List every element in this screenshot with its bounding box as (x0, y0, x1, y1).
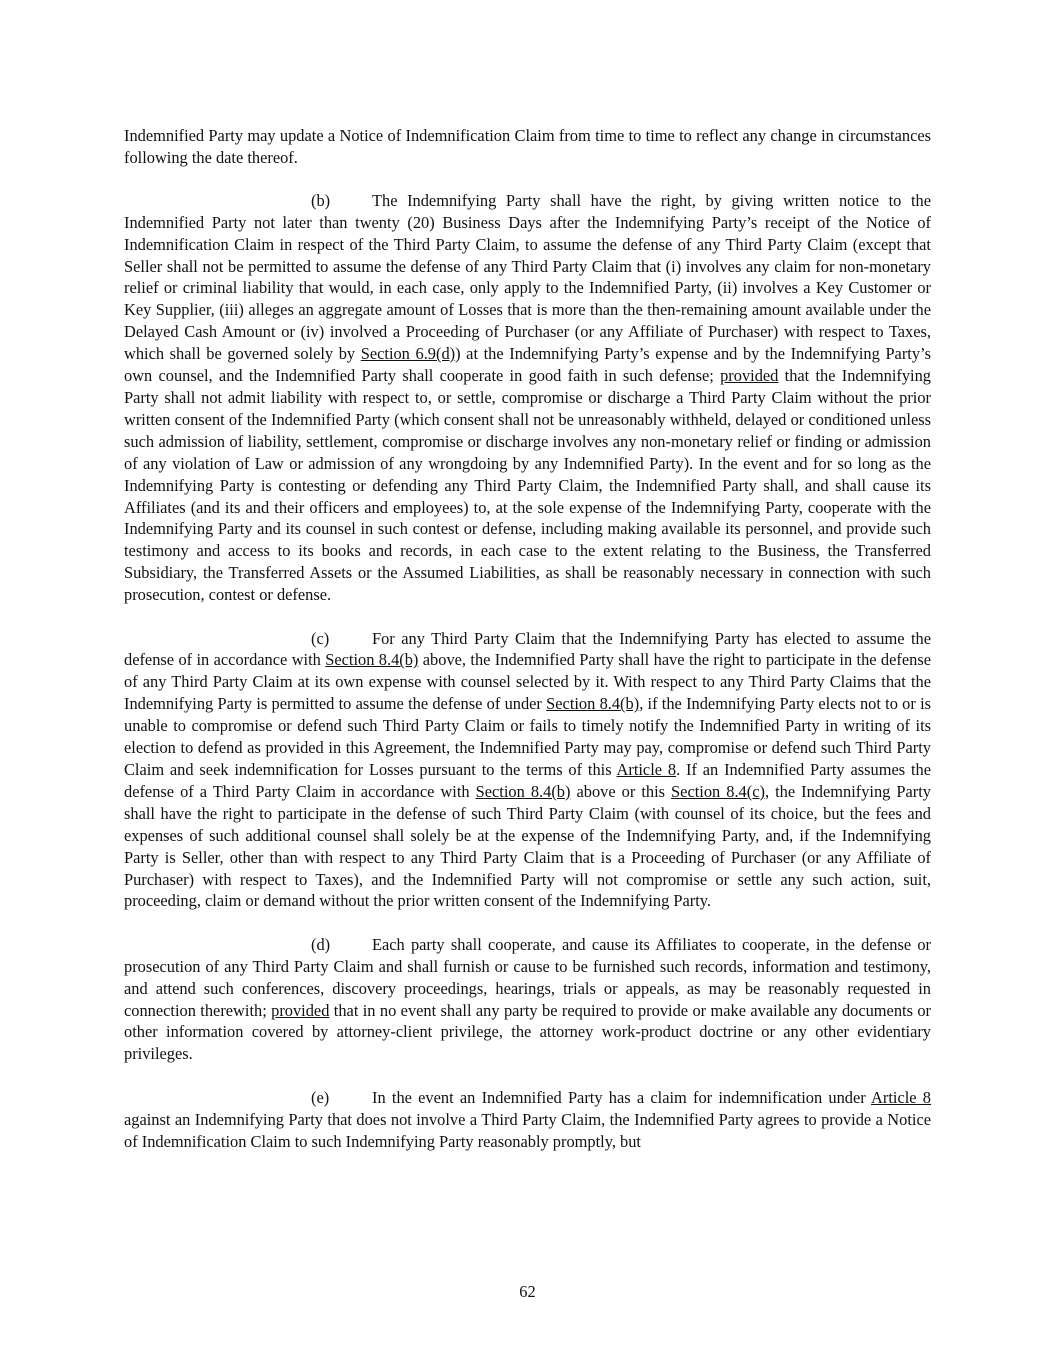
paragraph-text: against an Indemnifying Party that does not involve a Third Party Claim, the Indemnified Party agrees to provide a Notice of Indemnification Claim to such Indemnifying Party reasonably promptly, but (124, 1109, 931, 1151)
paragraph-label: (c) (311, 628, 330, 648)
paragraph-label: (b) (311, 190, 331, 210)
paragraph-text: The Indemnifying Party shall have the right, by giving written notice to the Indemnified Party not later than twenty (20) Business Days after the Indemnifying Party’s receipt of the Notice of Indemnification Claim in respect of the Third Party Claim, to assume the defense of any Third Party Claim (except that Seller shall not be permitted to assume the defense of any Third Party Claim that (i) involves any claim for non-monetary relief or criminal liability that would, in each case, only apply to the Indemnified Party, (ii) involves a Key Customer or Key Supplier, (iii) alleges an aggregate amount of Losses that is more than the then-remaining amount available under the Delayed Cash Amount or (iv) involved a Proceeding of Purchaser (or any Affiliate of Purchaser) with respect to Taxes, which shall be governed solely by (124, 190, 931, 364)
paragraph-text: Indemnified Party may update a Notice of Indemnification Claim from time to time to reflect any change in circumstances following the date thereof. (124, 126, 931, 167)
document-page (124, 125, 931, 1174)
page-number: 62 (519, 1282, 536, 1301)
paragraph-text: , if the Indemnifying Party elects not to or is unable to compromise or defend such Third Party Claim or fails to timely notify the Indemnified Party in writing of its election to defend as provided in this Agreement, the Indemnified Party may pay, compromise or defend such Third Party Claim and seek indemnification for Losses pursuant to the terms of this (124, 694, 932, 779)
article-reference: Article 8 (616, 759, 677, 779)
paragraph-text: above or this (570, 781, 672, 801)
proviso-term: provided (271, 1000, 330, 1020)
paragraph-b (124, 190, 931, 606)
paragraph-label: (d) (311, 934, 331, 954)
paragraph-d (124, 934, 931, 1065)
paragraph-text: that in no event shall any party be required to provide or make available any documents or other information covered by attorney-client privilege, the attorney work-product doctrine or any other evidentiary privileges. (124, 1000, 931, 1064)
paragraph-e (124, 1087, 931, 1153)
section-reference: Section 8.4(b) (475, 781, 571, 801)
section-reference: Section 8.4(c) (671, 781, 765, 801)
paragraph-text: For any Third Party Claim that the Indemnifying Party has elected to assume the defense of in accordance with (124, 628, 931, 670)
proviso-term: provided (720, 366, 779, 386)
paragraph-label: (e) (311, 1087, 330, 1107)
paragraph-c (124, 628, 931, 913)
paragraph-text: , the Indemnifying Party shall have the right to participate in the defense of such Third Party Claim (with counsel of its choice, but the fees and expenses of such additional counsel shall solely be at the expense of the Indemnifying Party, and, if the Indemnifying Party is Seller, other than with respect to any Third Party Claim that is a Proceeding of Purchaser (or any Affiliate of Purchaser) with respect to Taxes), and the Indemnified Party will not compromise or settle any such action, suit, proceeding, claim or demand without the prior written consent of the Indemnifying Party. (124, 781, 931, 911)
paragraph-text: In the event an Indemnified Party has a claim for indemnification under (372, 1087, 872, 1107)
article-reference: Article 8 (871, 1087, 931, 1107)
paragraph-text: ) at the Indemnifying Party’s expense and by the Indemnifying Party’s own counsel, and the Indemnified Party shall cooperate in good faith in such defense; (124, 344, 931, 386)
paragraph-text: above, the Indemnified Party shall have the right to participate in the defense of any Third Party Claim at its own expense with counsel selected by it. With respect to any Third Party Claims that the Indemnifying Party is permitted to assume the defense of under (124, 650, 931, 714)
paragraph-text: . If an Indemnified Party assumes the defense of a Third Party Claim in accordance with (124, 759, 931, 801)
section-reference: Section 8.4(b) (546, 694, 640, 714)
paragraph-text: that the Indemnifying Party shall not admit liability with respect to, or settle, compromise or discharge a Third Party Claim without the prior written consent of the Indemnified Party (which consent shall not be unreasonably withheld, delayed or conditioned unless such admission of liability, settlement, compromise or discharge involves any non-monetary relief or finding or admission of any violation of Law or admission of any wrongdoing by any Indemnified Party). In the event and for so long as the Indemnifying Party is contesting or defending any Third Party Claim, the Indemnified Party shall, and shall cause its Affiliates (and its and their officers and employees) to, at the sole expense of the Indemnifying Party, cooperate with the Indemnifying Party and its counsel in such contest or defense, including making available its personnel, and provide such testimony and access to its books and records, in each case to the extent relating to the Business, the Transferred Subsidiary, the Transferred Assets or the Assumed Liabilities, as shall be reasonably necessary in connection with such prosecution, contest or defense. (124, 366, 931, 605)
paragraph-a-continuation (124, 125, 931, 169)
section-reference: Section 8.4(b) (325, 650, 419, 670)
paragraph-text: Each party shall cooperate, and cause its Affiliates to cooperate, in the defense or prosecution of any Third Party Claim and shall furnish or cause to be furnished such records, information and testimony, and attend such conferences, discovery proceedings, hearings, trials or appeals, as may be reasonably requested in connection therewith; (124, 934, 931, 1020)
section-reference: Section 6.9(d) (360, 344, 456, 364)
